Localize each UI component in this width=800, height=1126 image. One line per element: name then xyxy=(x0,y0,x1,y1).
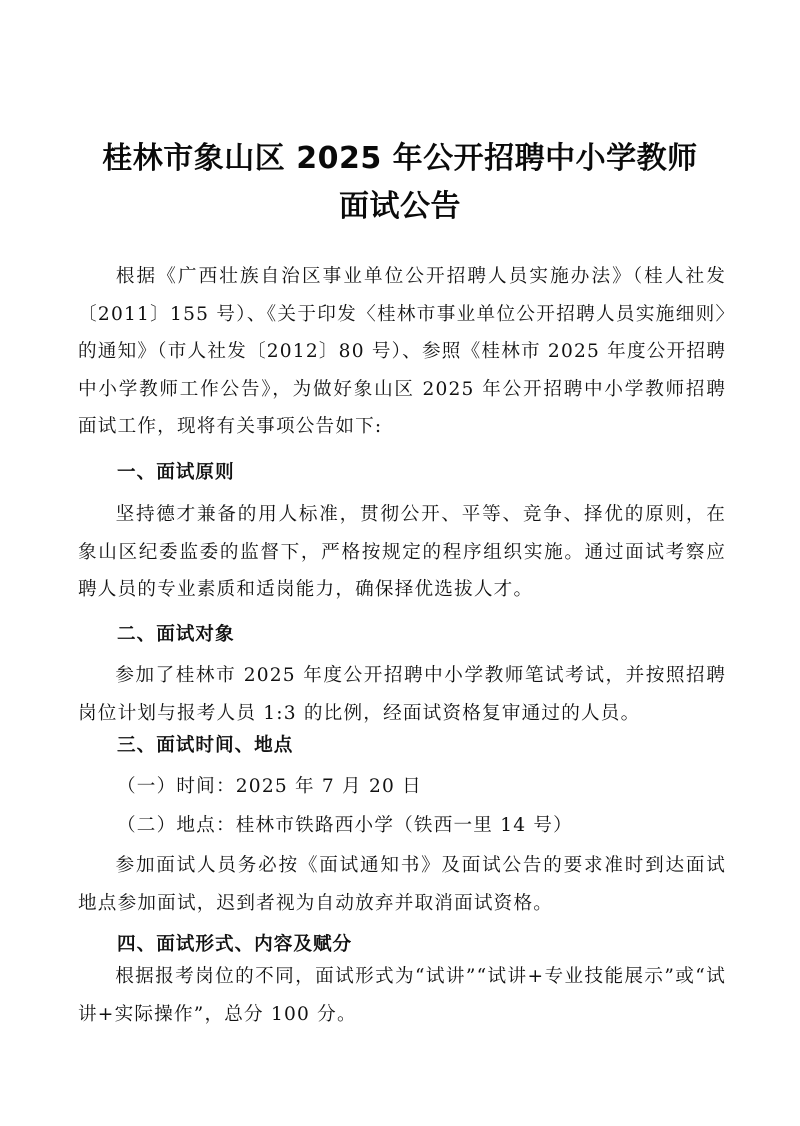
section-paragraph-candidates xyxy=(78,657,726,732)
intro-text: 根据《广西壮族自治区事业单位公开招聘人员实施办法》（桂人社发〔2011〕155 号）、《关于印发〈桂林市事业单位公开招聘人员实施细则〉的通知》（市人社发〔2012〕80 号）、参照《桂林市 2025 年度公开招聘中小学教师工作公告》，为做好象山区 2025 年公开招聘中小学教师招聘面试工作，现将有关事项公告如下: xyxy=(78,266,726,437)
section-heading-principles: 一、面试原则 xyxy=(117,462,235,483)
section-heading-format: 四、面试形式、内容及赋分 xyxy=(117,934,353,955)
document-title-line1: 桂林市象山区 2025 年公开招聘中小学教师 xyxy=(102,141,698,176)
principles-text: 坚持德才兼备的用人标准，贯彻公开、平等、竞争、择优的原则，在象山区纪委监委的监督下，严格按规定的程序组织实施。通过面试考察应聘人员的专业素质和适岗能力，确保择优选拔人才。 xyxy=(78,504,726,600)
section-paragraph-time-place xyxy=(78,847,726,922)
interview-place: （二）地点：桂林市铁路西小学（铁西一里 14 号） xyxy=(117,815,573,836)
section-paragraph-format xyxy=(78,958,726,1033)
document-title-line2: 面试公告 xyxy=(339,189,461,224)
section-paragraph-principles xyxy=(78,496,726,609)
section-heading-candidates: 二、面试对象 xyxy=(117,624,235,645)
interview-time: （一）时间：2025 年 7 月 20 日 xyxy=(117,776,422,797)
format-text: 根据报考岗位的不同，面试形式为“试讲”“试讲+专业技能展示”或“试讲+实际操作”，总分 100 分。 xyxy=(78,966,726,1025)
time-place-text: 参加面试人员务必按《面试通知书》及面试公告的要求准时到达面试地点参加面试，迟到者视为自动放弃并取消面试资格。 xyxy=(78,855,726,914)
section-heading-time-place: 三、面试时间、地点 xyxy=(117,735,294,756)
intro-paragraph xyxy=(78,258,726,446)
candidates-text: 参加了桂林市 2025 年度公开招聘中小学教师笔试考试，并按照招聘岗位计划与报考人员 1:3 的比例，经面试资格复审通过的人员。 xyxy=(78,665,726,724)
